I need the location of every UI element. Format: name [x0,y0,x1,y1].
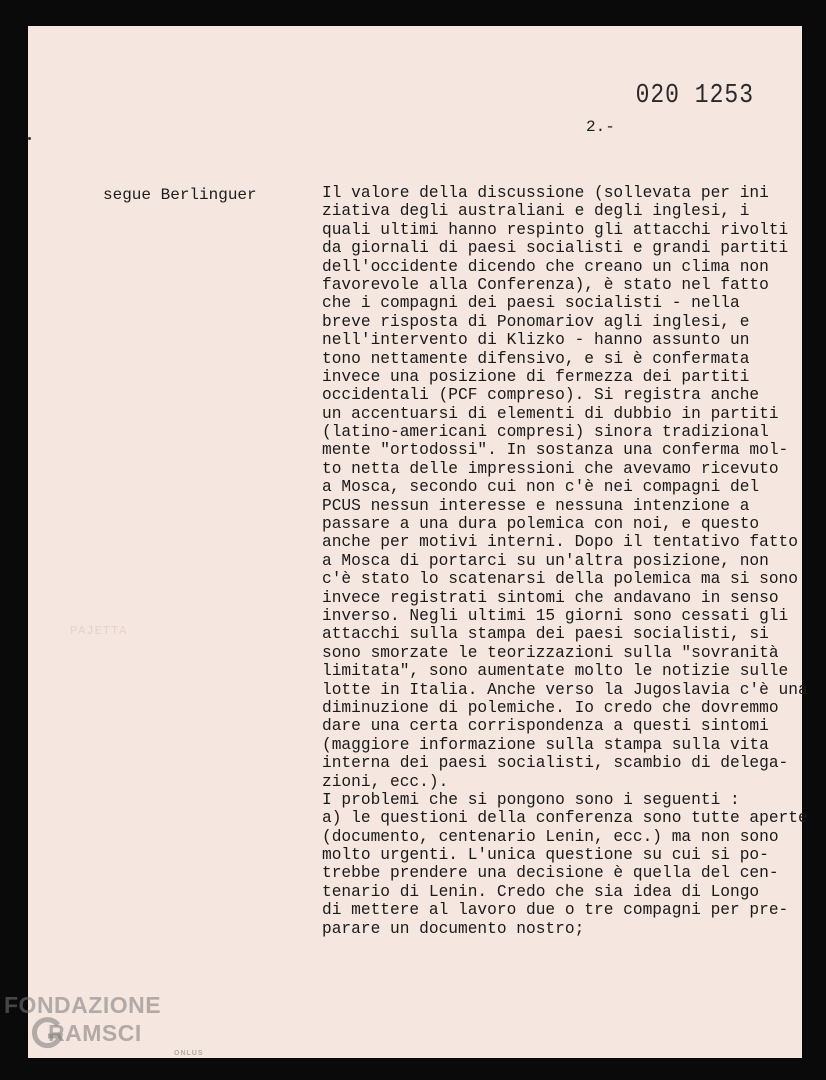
archive-watermark [4,992,204,1072]
faint-stamp: PAJETTA [70,624,128,638]
text-line: zioni, ecc.). [322,772,449,791]
text-line: invece una posizione di fermezza dei partiti [322,367,750,386]
text-line: a) le questioni della conferenza sono tutte aperte [322,809,808,828]
text-line: tenario di Lenin. Credo che sia idea di Longo [322,882,760,901]
text-line: nell'intervento di Klizko - hanno assunto un [322,331,750,350]
text-line: (maggiore informazione sulla stampa sulla vita [322,735,769,754]
body-text [322,184,808,938]
text-line: ziativa degli australiani e degli inglesi, i [322,202,750,221]
text-line: inverso. Negli ultimi 15 giorni sono cessati gli [322,606,789,625]
text-line: anche per motivi interni. Dopo il tentativo fatto [322,533,798,552]
document-page [28,26,808,1058]
speaker-label: segue Berlinguer [103,186,257,204]
text-line: molto urgenti. L'unica questione su cui si po- [322,846,769,865]
text-line: sono smorzate le teorizzazioni sulla "sovranità [322,643,779,662]
binder-hole-mark [28,137,31,140]
text-line: (latino-americani compresi) sinora tradizional [322,423,769,442]
watermark-line1: FONDAZIONE [4,992,162,1018]
text-line: occidentali (PCF compreso). Si registra anche [322,386,760,405]
text-line: da giornali di paesi socialisti e grandi partiti [322,239,789,258]
text-line: trebbe prendere una decisione è quella del cen- [322,864,779,883]
text-line: che i compagni dei paesi socialisti - nella [322,294,740,313]
text-line: breve risposta di Ponomariov agli inglesi, e [322,312,750,331]
text-line: I problemi che si pongono sono i seguenti : [322,790,740,809]
text-line: mente "ortodossi". In sostanza una conferma mol- [322,441,789,460]
text-line: (documento, centenario Lenin, ecc.) ma non sono [322,827,779,846]
watermark-suffix: ONLUS [174,1050,204,1057]
text-line: un accentuarsi di elementi di dubbio in partiti [322,404,779,423]
watermark-line2: RAMSCI [48,1020,142,1046]
text-line: dell'occidente dicendo che creano un clima non [322,257,769,276]
archive-code: 020 1253 [635,80,754,110]
text-line: di mettere al lavoro due o tre compagni per pre- [322,901,789,920]
text-line: diminuzione di polemiche. Io credo che dovremmo [322,698,779,717]
text-line: c'è stato lo scatenarsi della polemica ma si sono [322,570,798,589]
text-line: passare a una dura polemica con noi, e questo [322,515,760,534]
text-line: quali ultimi hanno respinto gli attacchi rivolti [322,220,789,239]
text-line: parare un documento nostro; [322,919,585,938]
text-line: PCUS nessun interesse e nessuna intenzione a [322,496,750,515]
text-line: favorevole alla Conferenza), è stato nel fatto [322,275,769,294]
text-line: Il valore della discussione (sollevata per ini [322,184,769,202]
text-line: invece registrati sintomi che andavano in senso [322,588,779,607]
text-line: a Mosca, secondo cui non c'è nei compagni del [322,478,760,497]
text-line: tono nettamente difensivo, e si è confermata [322,349,750,368]
text-line: lotte in Italia. Anche verso la Jugoslavia c'è una [322,680,808,699]
text-line: interna dei paesi socialisti, scambio di delega- [322,754,789,773]
text-line: attacchi sulla stampa dei paesi socialisti, si [322,625,769,644]
text-line: limitata", sono aumentate molto le notizie sulle [322,662,789,681]
text-line: dare una certa corrispondenza a questi sintomi [322,717,769,736]
text-line: to netta delle impressioni che avevamo ricevuto [322,459,779,478]
page-number: 2.- [586,118,615,136]
text-line: a Mosca di portarci su un'altra posizione, non [322,551,769,570]
